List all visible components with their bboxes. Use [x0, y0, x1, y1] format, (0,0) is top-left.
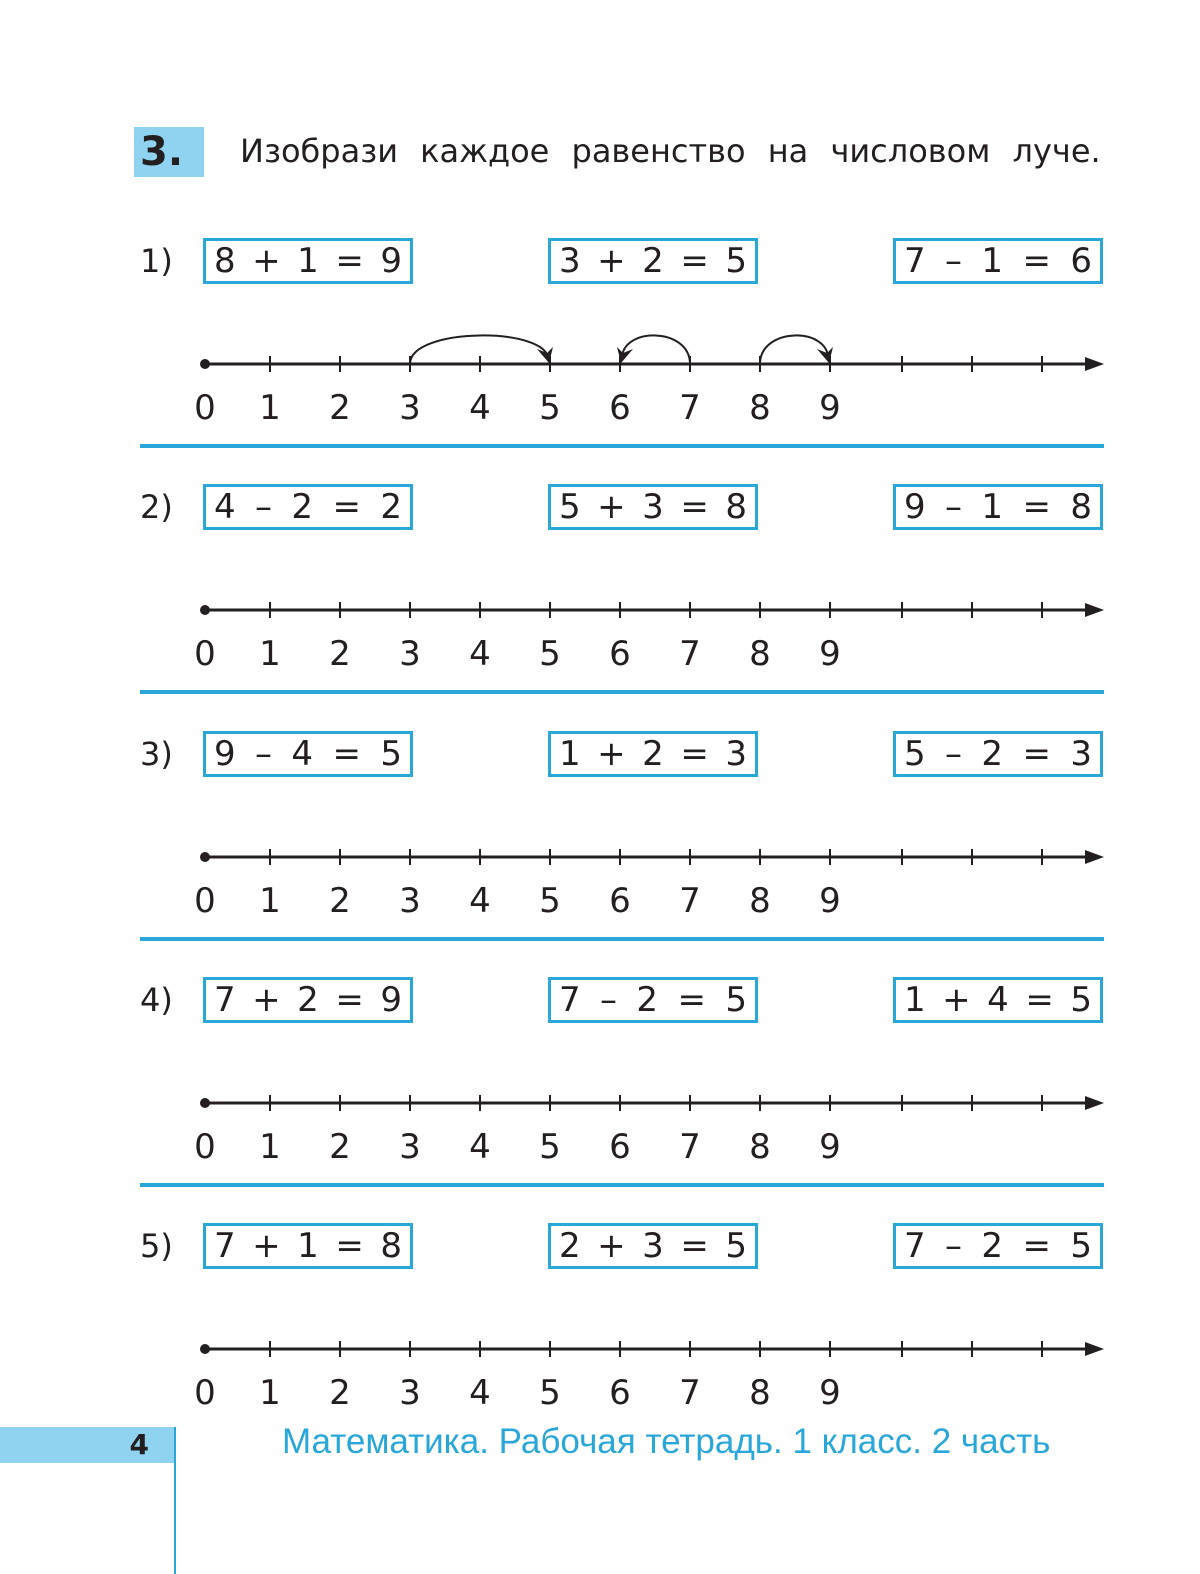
number-line-label: 6	[609, 634, 631, 674]
number-line-label: 6	[609, 881, 631, 921]
equation-number: 8	[214, 241, 236, 281]
number-line-label: 4	[469, 388, 491, 428]
equation-box	[893, 238, 1103, 284]
equation-box	[203, 731, 413, 777]
origin-point	[200, 852, 210, 862]
equation-number: 4	[291, 734, 314, 774]
exercise-separator	[140, 937, 1104, 941]
exercise-label: 3)	[140, 735, 173, 773]
number-line-label: 9	[819, 1127, 841, 1167]
page-number: 4	[129, 1428, 149, 1461]
arrowhead-icon	[1085, 850, 1104, 864]
number-line-label: 1	[259, 1127, 281, 1167]
number-line-label: 9	[819, 881, 841, 921]
number-line-label: 6	[609, 1373, 631, 1413]
equation-operator: +	[597, 734, 626, 774]
number-line	[190, 857, 1115, 927]
number-line-label: 1	[259, 388, 281, 428]
equation-number: 5	[725, 1226, 747, 1266]
number-line	[190, 1349, 1115, 1419]
number-line-label: 0	[194, 634, 216, 674]
arrowhead-icon	[1085, 603, 1104, 617]
equation-number: 6	[1070, 241, 1092, 281]
equation-number: 2	[559, 1226, 581, 1266]
equation-operator: +	[597, 487, 626, 527]
exercise-label: 4)	[140, 981, 173, 1019]
equation-number: 7	[214, 980, 236, 1020]
exercise-label: 1)	[140, 242, 173, 280]
task-number-badge	[134, 127, 204, 177]
equation-operator: –	[600, 980, 618, 1020]
equation-operator: =	[1022, 241, 1051, 281]
equation-operator: +	[942, 980, 971, 1020]
origin-point	[200, 359, 210, 369]
page-number-badge	[0, 1427, 175, 1463]
equation-number: 2	[981, 1226, 1004, 1266]
exercise-separator	[140, 1183, 1104, 1187]
equation-box	[548, 1223, 758, 1269]
equation-number: 9	[380, 980, 402, 1020]
number-line-label: 7	[679, 1373, 701, 1413]
number-line	[190, 1103, 1115, 1173]
equation-operator: =	[332, 487, 361, 527]
arrowhead-icon	[1085, 1096, 1104, 1110]
origin-point	[200, 1344, 210, 1354]
number-line-label: 5	[539, 1127, 561, 1167]
equation-number: 2	[981, 734, 1004, 774]
number-line-label: 3	[399, 388, 421, 428]
number-line-label: 8	[749, 881, 771, 921]
equation-number: 4	[214, 487, 236, 527]
equation-box	[203, 238, 413, 284]
equation-box	[548, 731, 758, 777]
equation-operator: –	[945, 734, 963, 774]
number-line	[190, 364, 1115, 434]
number-line-label: 1	[259, 1373, 281, 1413]
number-line-graphic	[190, 364, 1115, 374]
number-line-label: 3	[399, 1373, 421, 1413]
exercise-label: 5)	[140, 1227, 173, 1265]
book-title: Математика. Рабочая тетрадь. 1 класс. 2 часть	[282, 1422, 1051, 1461]
number-line-label: 7	[679, 388, 701, 428]
equation-operator: =	[1022, 487, 1051, 527]
equation-box	[548, 484, 758, 530]
equation-number: 2	[380, 487, 402, 527]
number-line-graphic	[190, 1349, 1115, 1359]
equation-number: 2	[642, 241, 664, 281]
equation-number: 2	[636, 980, 659, 1020]
equation-number: 1	[981, 487, 1004, 527]
number-line-label: 9	[819, 1373, 841, 1413]
number-line-graphic	[190, 610, 1115, 620]
number-line-label: 5	[539, 634, 561, 674]
equation-number: 7	[904, 241, 926, 281]
number-line-graphic	[190, 1103, 1115, 1113]
page-margin-rule	[174, 1427, 176, 1574]
equation-operator: –	[255, 487, 273, 527]
equation-number: 9	[904, 487, 926, 527]
equation-number: 9	[214, 734, 236, 774]
arrowhead-icon	[1085, 357, 1104, 371]
number-line-label: 8	[749, 1373, 771, 1413]
equation-box	[203, 977, 413, 1023]
number-line-label: 2	[329, 1127, 351, 1167]
equation-number: 8	[1070, 487, 1092, 527]
origin-point	[200, 605, 210, 615]
equation-box	[893, 1223, 1103, 1269]
equation-operator: =	[680, 241, 709, 281]
equation-operator: +	[597, 241, 626, 281]
equation-operator: =	[680, 1226, 709, 1266]
equation-box	[548, 977, 758, 1023]
number-line-label: 6	[609, 388, 631, 428]
arrowhead-icon	[1085, 1342, 1104, 1356]
equation-number: 9	[380, 241, 402, 281]
number-line-label: 4	[469, 881, 491, 921]
equation-number: 5	[904, 734, 926, 774]
number-line-label: 7	[679, 634, 701, 674]
exercise-separator	[140, 690, 1104, 694]
number-line-label: 0	[194, 881, 216, 921]
number-line-label: 0	[194, 1127, 216, 1167]
number-line-label: 3	[399, 634, 421, 674]
task-number: 3.	[140, 129, 184, 175]
number-line-label: 9	[819, 634, 841, 674]
number-line-label: 0	[194, 1373, 216, 1413]
equation-number: 1	[297, 1226, 319, 1266]
equation-operator: +	[252, 1226, 281, 1266]
equation-number: 4	[987, 980, 1009, 1020]
number-line-label: 2	[329, 388, 351, 428]
equation-operator: =	[677, 980, 706, 1020]
equation-operator: +	[252, 241, 281, 281]
equation-box	[203, 1223, 413, 1269]
equation-number: 3	[642, 1226, 664, 1266]
origin-point	[200, 1098, 210, 1108]
equation-number: 5	[725, 980, 747, 1020]
equation-number: 5	[559, 487, 581, 527]
number-line-label: 3	[399, 1127, 421, 1167]
equation-operator: –	[945, 1226, 963, 1266]
equation-operator: –	[945, 487, 963, 527]
equation-operator: =	[1025, 980, 1054, 1020]
equation-number: 8	[380, 1226, 402, 1266]
equation-operator: –	[255, 734, 273, 774]
number-line-label: 5	[539, 881, 561, 921]
number-line-label: 9	[819, 388, 841, 428]
equation-number: 5	[380, 734, 402, 774]
equation-number: 3	[559, 241, 581, 281]
equation-operator: +	[252, 980, 281, 1020]
equation-operator: =	[335, 980, 364, 1020]
equation-number: 5	[1070, 1226, 1092, 1266]
number-line-label: 4	[469, 1127, 491, 1167]
equation-number: 1	[297, 241, 319, 281]
number-line-label: 4	[469, 1373, 491, 1413]
equation-operator: =	[335, 1226, 364, 1266]
number-line-label: 8	[749, 1127, 771, 1167]
equation-operator: =	[332, 734, 361, 774]
equation-number: 2	[297, 980, 319, 1020]
number-line-label: 7	[679, 1127, 701, 1167]
equation-operator: =	[680, 487, 709, 527]
equation-operator: =	[335, 241, 364, 281]
equation-box	[893, 484, 1103, 530]
equation-number: 5	[725, 241, 747, 281]
equation-box	[893, 977, 1103, 1023]
number-line	[190, 610, 1115, 680]
number-line-graphic	[190, 857, 1115, 867]
equation-operator: +	[597, 1226, 626, 1266]
number-line-label: 8	[749, 388, 771, 428]
equation-number: 2	[642, 734, 664, 774]
equation-operator: =	[680, 734, 709, 774]
equation-number: 1	[904, 980, 926, 1020]
equation-number: 7	[559, 980, 581, 1020]
number-line-label: 6	[609, 1127, 631, 1167]
number-line-label: 1	[259, 881, 281, 921]
equation-number: 1	[559, 734, 581, 774]
number-line-label: 5	[539, 1373, 561, 1413]
equation-number: 3	[725, 734, 747, 774]
equation-number: 7	[214, 1226, 236, 1266]
number-line-label: 5	[539, 388, 561, 428]
exercise-label: 2)	[140, 488, 173, 526]
equation-number: 2	[291, 487, 314, 527]
number-line-label: 1	[259, 634, 281, 674]
equation-operator: –	[945, 241, 963, 281]
equation-number: 1	[981, 241, 1004, 281]
exercise-separator	[140, 444, 1104, 448]
equation-operator: =	[1022, 1226, 1051, 1266]
equation-number: 3	[1070, 734, 1092, 774]
number-line-label: 3	[399, 881, 421, 921]
number-line-label: 2	[329, 1373, 351, 1413]
number-line-label: 2	[329, 634, 351, 674]
number-line-label: 2	[329, 881, 351, 921]
number-line-label: 7	[679, 881, 701, 921]
equation-box	[203, 484, 413, 530]
equation-box	[548, 238, 758, 284]
number-line-label: 8	[749, 634, 771, 674]
task-instruction: Изобрази каждое равенство на числовом луче.	[240, 132, 1101, 170]
equation-operator: =	[1022, 734, 1051, 774]
equation-box	[893, 731, 1103, 777]
equation-number: 8	[725, 487, 747, 527]
equation-number: 7	[904, 1226, 926, 1266]
number-line-label: 4	[469, 634, 491, 674]
number-line-label: 0	[194, 388, 216, 428]
equation-number: 3	[642, 487, 664, 527]
equation-number: 5	[1070, 980, 1092, 1020]
